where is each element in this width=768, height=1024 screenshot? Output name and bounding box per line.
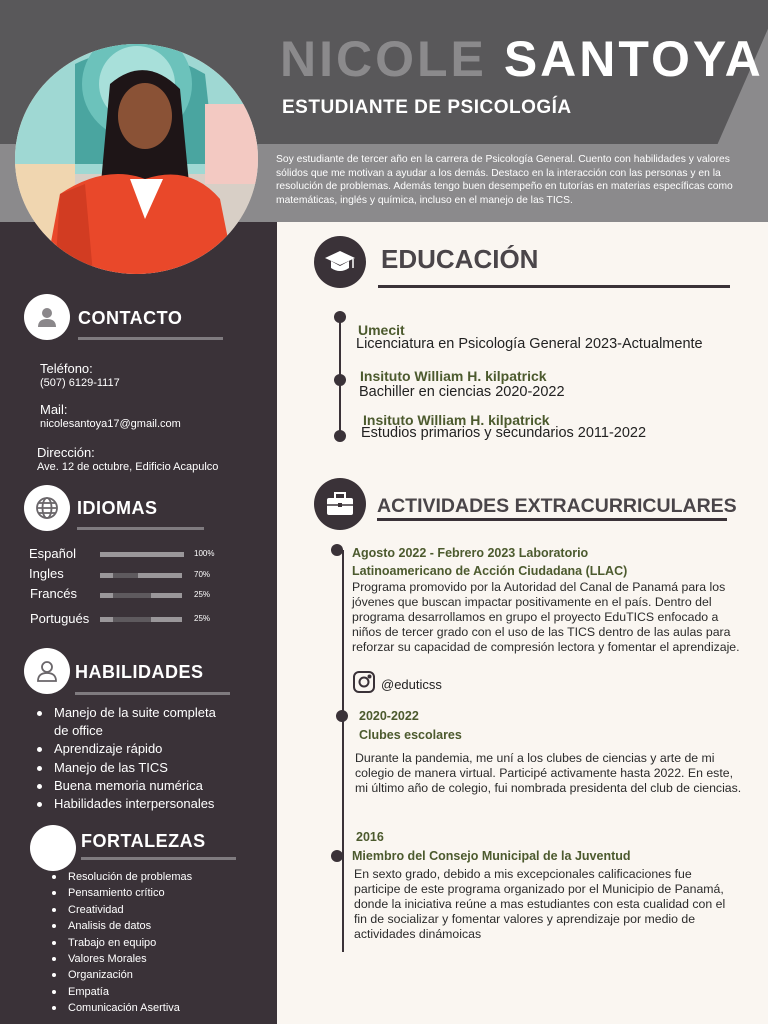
list-item: Manejo de las TICS (37, 759, 216, 777)
language-percent: 100% (194, 549, 215, 558)
education-detail: Licenciatura en Psicología General 2023-Actualmente (356, 336, 703, 352)
language-bar (100, 593, 182, 598)
language-percent: 25% (194, 590, 211, 599)
strengths-title: FORTALEZAS (81, 831, 206, 851)
briefcase-icon (314, 478, 366, 530)
job-role: ESTUDIANTE DE PSICOLOGÍA (282, 97, 572, 118)
activities-timeline (342, 550, 344, 952)
list-item: Resolución de problemas (52, 869, 192, 885)
languages-divider (77, 527, 204, 530)
last-name: SANTOYA (503, 31, 764, 87)
activities-title: ACTIVIDADES EXTRACURRICULARES (377, 495, 737, 517)
instagram-handle: @eduticss (381, 677, 442, 692)
education-detail: Bachiller en ciencias 2020-2022 (359, 384, 565, 400)
phone-value: (507) 6129-1117 (40, 377, 120, 389)
language-bar (100, 617, 182, 622)
list-item: Creatividad (52, 902, 192, 918)
mail-value: nicolesantoya17@gmail.com (40, 418, 181, 430)
graduation-cap-icon (314, 236, 366, 288)
contact-divider (78, 337, 223, 340)
language-percent: 25% (194, 614, 211, 623)
activity-description: Programa promovido por la Autoridad del Canal de Panamá para los jóvenes que buscan impactar positivamente en el país. Dentro del programa desarrollamos en grupo el proyecto EduTICS enfocado a niños de tercer grado con el uso de las TICS dentro de las aulas para reforzar su capacidad de compresión lectora y fomentar el aprendizaje. (352, 580, 740, 654)
mail-label: Mail: (40, 402, 68, 417)
activity-description: En sexto grado, debido a mis excepcionales calificaciones fue participe de este programa organizado por el Municipio de Panamá, donde la iniciativa reúne a mas estudiantes con esta cualidad con el fin de socializar y fomentar valores y aprendizaje por medio de actividades dinámoicas (354, 867, 726, 941)
education-divider (378, 285, 730, 288)
instagram-link[interactable] (352, 670, 442, 699)
full-name (280, 30, 764, 88)
activities-divider (377, 518, 727, 521)
activity-date: 2016 (356, 830, 384, 844)
strengths-list (52, 869, 192, 1017)
list-item: Pensamiento crítico (52, 885, 192, 901)
first-name: NICOLE (280, 31, 487, 87)
person-icon (24, 294, 70, 340)
address-value: Ave. 12 de octubre, Edificio Acapulco (37, 461, 219, 473)
education-title: EDUCACIÓN (381, 244, 539, 274)
skills-list (37, 704, 216, 813)
list-item: Organización (52, 967, 192, 983)
list-item: Comunicación Asertiva (52, 1000, 192, 1016)
contact-title: CONTACTO (78, 308, 183, 328)
language-bar (100, 552, 184, 557)
language-name: Español (29, 546, 76, 561)
activity-title: Latinoamericano de Acción Ciudadana (LLAC) (352, 564, 628, 578)
phone-label: Teléfono: (40, 361, 93, 376)
timeline-dot (334, 311, 346, 323)
list-item: Buena memoria numérica (37, 777, 216, 795)
user-icon (24, 648, 70, 694)
education-school: Umecit (358, 322, 405, 338)
list-item: Habilidades interpersonales (37, 795, 216, 813)
list-item: Empatía (52, 984, 192, 1000)
languages-title: IDIOMAS (77, 498, 158, 518)
language-bar-fill (113, 617, 151, 622)
list-item: de office (54, 723, 103, 739)
list-item: Aprendizaje rápido (37, 740, 216, 758)
language-percent: 70% (194, 570, 211, 579)
language-bar-fill (113, 573, 138, 578)
activity-description: Durante la pandemia, me uní a los clubes de ciencias y arte de mi colegio de manera virtual. Participé activamente hasta 2022. En este, mi último año de colegio, fui nombrada presidenta del club de ciencias. (355, 751, 742, 795)
strengths-icon (30, 825, 76, 871)
language-bar (100, 573, 182, 578)
list-item: Valores Morales (52, 951, 192, 967)
skills-title: HABILIDADES (75, 662, 204, 682)
address-label: Dirección: (37, 445, 95, 460)
activity-date: Agosto 2022 - Febrero 2023 Laboratorio (352, 546, 589, 560)
list-item: Analisis de datos (52, 918, 192, 934)
activity-title: Clubes escolares (359, 728, 462, 742)
language-name: Francés (30, 586, 77, 601)
activity-date: 2020-2022 (359, 709, 419, 723)
profile-photo (15, 44, 258, 274)
list-item: Trabajo en equipo (52, 935, 192, 951)
instagram-icon (352, 670, 376, 699)
activity-title: Miembro del Consejo Municipal de la Juventud (352, 849, 631, 863)
language-name: Ingles (29, 566, 64, 581)
timeline-dot (334, 374, 346, 386)
language-bar-fill (113, 593, 151, 598)
about-text: Soy estudiante de tercer año en la carrera de Psicología General. Cuento con habilidades y valores sólidos que me motivan a ayudar a los demás. Destaco en la interacción con las personas y en la resolución de problemas. Además tengo buen desempeño en tutorías en materias específicas como matemáticas, inglés y química, incluso en el manejo de las TICS. (276, 154, 733, 206)
timeline-dot (331, 544, 343, 556)
timeline-dot (336, 710, 348, 722)
globe-icon (24, 485, 70, 531)
education-school: Insituto William H. kilpatrick (360, 368, 547, 384)
timeline-dot (334, 430, 346, 442)
education-school: Insituto William H. kilpatrick (363, 412, 550, 428)
skills-divider (75, 692, 230, 695)
list-item: Manejo de la suite completa (37, 704, 216, 722)
timeline-dot (331, 850, 343, 862)
strengths-divider (81, 857, 236, 860)
language-name: Portugués (30, 611, 90, 626)
education-detail: Estudios primarios y secundarios 2011-2022 (361, 425, 647, 441)
